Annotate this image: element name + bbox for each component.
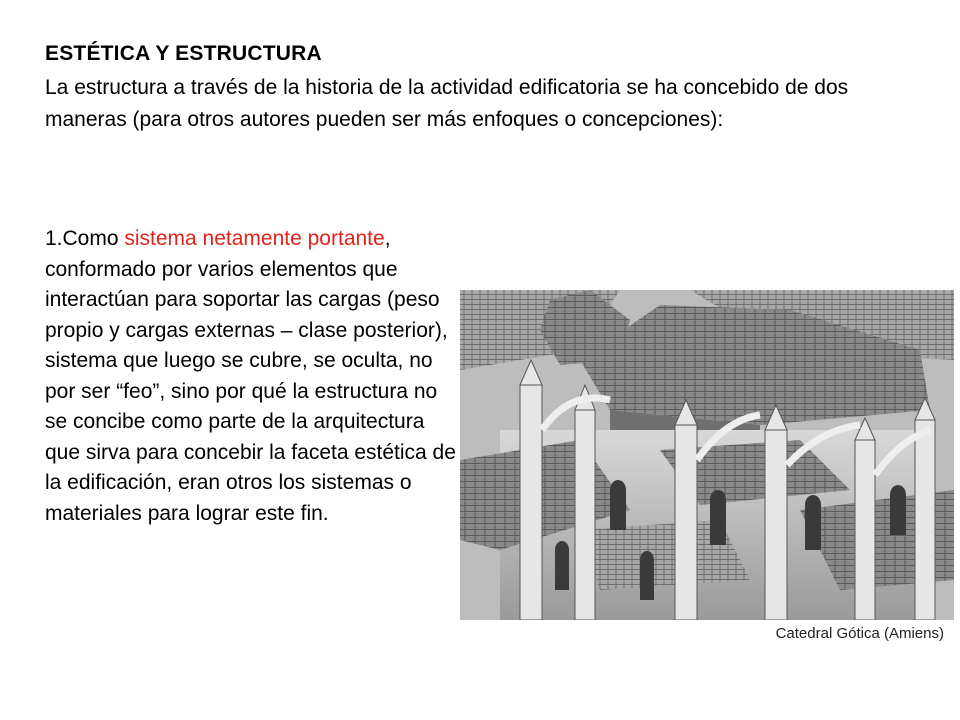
item-1-rest: , conformado por varios elementos que interactúan para soportar las cargas (peso propio y cargas externas – clase posterior), sistema que luego se cubre, se oculta, no por ser “feo”, sino por qué la estructura no se concibe como parte de la arquitectura que sirva para concebir la faceta estética de la edificación, eran otros los sistemas o materiales para lograr este fin. [45,227,456,525]
intro-paragraph: La estructura a través de la historia de la actividad edificatoria se ha concebido de dos maneras (para otros autores pueden ser más enfoques o concepciones): [45,76,849,131]
item-1-prefix: 1.Como [45,227,125,250]
item-1-highlight: sistema netamente portante [124,227,385,250]
photo-caption: Catedral Gótica (Amiens) [775,625,944,642]
item-1-paragraph [45,224,465,529]
slide-title: ESTÉTICA Y ESTRUCTURA [45,42,322,65]
cathedral-photo [460,290,954,620]
